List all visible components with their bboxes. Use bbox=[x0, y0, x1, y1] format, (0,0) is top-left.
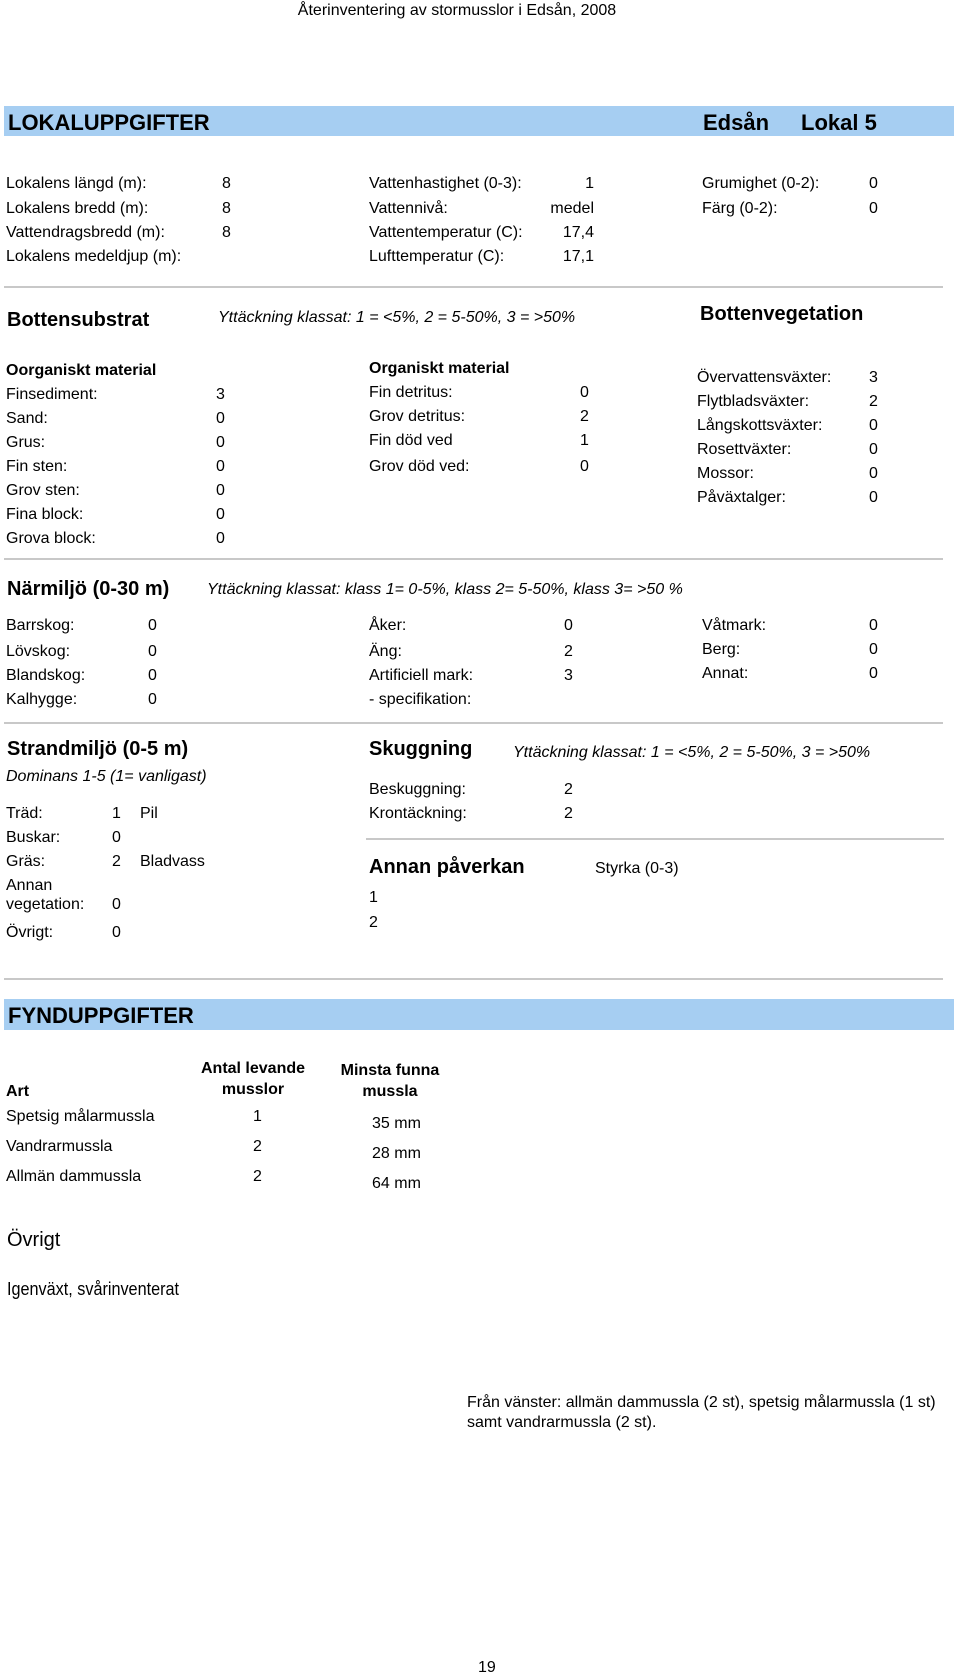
strandmiljo-heading: Strandmiljö (0-5 m) bbox=[7, 738, 189, 760]
vegetation-value-3: 0 bbox=[869, 441, 878, 458]
lokal-col3-value-1: 0 bbox=[869, 200, 878, 217]
fynd-row-art-1: Vandrarmussla bbox=[6, 1138, 113, 1155]
narmiljo-note: Yttäckning klassat: klass 1= 0-5%, klass 2= 5-50%, klass 3= >50 % bbox=[207, 581, 683, 598]
fynd-col-antal-1: Antal levande bbox=[200, 1060, 306, 1077]
lokal-col2-label-3: Lufttemperatur (C): bbox=[369, 248, 505, 265]
skuggning-value-1: 2 bbox=[564, 805, 573, 822]
vegetation-value-5: 0 bbox=[869, 489, 878, 506]
strandmiljo-value-1: 0 bbox=[112, 829, 121, 846]
strandmiljo-label-2: Gräs: bbox=[6, 853, 46, 870]
ovrigt-text: Igenväxt, svårinventerat bbox=[7, 1279, 179, 1299]
skuggning-label-1: Krontäckning: bbox=[369, 805, 467, 822]
narmiljo-col1-label-2: Blandskog: bbox=[6, 667, 86, 684]
lokal-col1-value-0: 8 bbox=[222, 175, 231, 192]
oorganiskt-label-1: Sand: bbox=[6, 410, 48, 427]
lokal-col1-label-1: Lokalens bredd (m): bbox=[6, 200, 149, 217]
divider bbox=[4, 558, 943, 560]
lokal-col1-value-1: 8 bbox=[222, 200, 231, 217]
lokal-col1-value-2: 8 bbox=[222, 224, 231, 241]
narmiljo-col2-label-1: Äng: bbox=[369, 643, 402, 660]
fynd-col-minsta-1: Minsta funna bbox=[340, 1062, 440, 1079]
narmiljo-col1-value-2: 0 bbox=[148, 667, 157, 684]
fynd-row-antal-1: 2 bbox=[253, 1138, 262, 1155]
strandmiljo-label-0: Träd: bbox=[6, 805, 43, 822]
narmiljo-col3-label-1: Berg: bbox=[702, 641, 741, 658]
oorganiskt-value-0: 3 bbox=[216, 386, 225, 403]
fynd-heading: FYNDUPPGIFTER bbox=[8, 1003, 194, 1028]
lokal-col1-label-0: Lokalens längd (m): bbox=[6, 175, 147, 192]
lokal-col2-value-0: 1 bbox=[585, 175, 594, 192]
narmiljo-col1-value-1: 0 bbox=[148, 643, 157, 660]
organiskt-value-1: 2 bbox=[580, 408, 589, 425]
vegetation-value-0: 3 bbox=[869, 369, 878, 386]
fynd-row-antal-2: 2 bbox=[253, 1168, 262, 1185]
narmiljo-col2-value-2: 3 bbox=[564, 667, 573, 684]
vegetation-value-2: 0 bbox=[869, 417, 878, 434]
divider bbox=[4, 286, 943, 288]
organiskt-value-0: 0 bbox=[580, 384, 589, 401]
strandmiljo-label-1: Buskar: bbox=[6, 829, 61, 846]
fynd-row-minsta-0: 35 mm bbox=[372, 1115, 421, 1132]
fynd-row-minsta-1: 28 mm bbox=[372, 1145, 421, 1162]
annan-paverkan-item-0: 1 bbox=[369, 889, 378, 906]
oorganiskt-label-4: Grov sten: bbox=[6, 482, 80, 499]
strandmiljo-value-2: 2 bbox=[112, 853, 121, 870]
narmiljo-col2-value-1: 2 bbox=[564, 643, 573, 660]
narmiljo-col1-label-1: Lövskog: bbox=[6, 643, 71, 660]
narmiljo-col2-value-0: 0 bbox=[564, 617, 573, 634]
divider bbox=[4, 722, 943, 724]
lokal-col1-label-3: Lokalens medeldjup (m): bbox=[6, 248, 182, 265]
lokal-heading: LOKALUPPGIFTER bbox=[8, 110, 210, 135]
skuggning-value-0: 2 bbox=[564, 781, 573, 798]
lokal-col2-label-1: Vattennivå: bbox=[369, 200, 448, 217]
fynd-col-minsta-2: mussla bbox=[362, 1083, 418, 1100]
narmiljo-col2-label-3: - specifikation: bbox=[369, 691, 472, 708]
skuggning-note: Yttäckning klassat: 1 = <5%, 2 = 5-50%, 3 = >50% bbox=[513, 744, 871, 761]
narmiljo-col1-label-0: Barrskog: bbox=[6, 617, 75, 634]
fynd-row-art-2: Allmän dammussla bbox=[6, 1168, 142, 1185]
organiskt-label-0: Fin detritus: bbox=[369, 384, 453, 401]
lokal-col2-label-0: Vattenhastighet (0-3): bbox=[369, 175, 522, 192]
narmiljo-col2-label-0: Åker: bbox=[369, 617, 407, 634]
fynd-row-art-0: Spetsig målarmussla bbox=[6, 1108, 155, 1125]
narmiljo-heading: Närmiljö (0-30 m) bbox=[7, 578, 170, 600]
vegetation-value-1: 2 bbox=[869, 393, 878, 410]
lokal-col3-value-0: 0 bbox=[869, 175, 878, 192]
annan-paverkan-item-1: 2 bbox=[369, 914, 378, 931]
fynd-col-art: Art bbox=[6, 1083, 30, 1100]
narmiljo-col1-value-3: 0 bbox=[148, 691, 157, 708]
fynd-row-minsta-2: 64 mm bbox=[372, 1175, 421, 1192]
divider bbox=[4, 978, 943, 980]
skuggning-label-0: Beskuggning: bbox=[369, 781, 466, 798]
strandmiljo-annan-value: 0 bbox=[112, 896, 121, 913]
strandmiljo-annan-label-2: vegetation: bbox=[6, 896, 85, 913]
organiskt-value-2: 1 bbox=[580, 432, 589, 449]
fynd-row-antal-0: 1 bbox=[253, 1108, 262, 1125]
oorganiskt-value-1: 0 bbox=[216, 410, 225, 427]
vegetation-label-1: Flytbladsväxter: bbox=[697, 393, 810, 410]
strandmiljo-extra-2: Bladvass bbox=[140, 853, 205, 870]
bottensubstrat-note: Yttäckning klassat: 1 = <5%, 2 = 5-50%, 3 = >50% bbox=[218, 309, 576, 326]
narmiljo-col3-label-2: Annat: bbox=[702, 665, 749, 682]
skuggning-heading: Skuggning bbox=[369, 738, 473, 760]
strandmiljo-note: Dominans 1-5 (1= vanligast) bbox=[6, 768, 207, 785]
lokal-river: Edsån bbox=[703, 110, 770, 135]
strandmiljo-extra-0: Pil bbox=[140, 805, 158, 822]
oorganiskt-label-2: Grus: bbox=[6, 434, 46, 451]
lokal-col2-value-3: 17,1 bbox=[562, 248, 594, 265]
vegetation-label-4: Mossor: bbox=[697, 465, 754, 482]
oorganiskt-value-2: 0 bbox=[216, 434, 225, 451]
strandmiljo-ovrigt-value: 0 bbox=[112, 924, 121, 941]
vegetation-label-5: Påväxtalger: bbox=[697, 489, 786, 506]
oorganiskt-label-6: Grova block: bbox=[6, 530, 96, 547]
organiskt-label-1: Grov detritus: bbox=[369, 408, 466, 425]
oorganiskt-value-6: 0 bbox=[216, 530, 225, 547]
oorganiskt-label-0: Finsediment: bbox=[6, 386, 98, 403]
oorganiskt-value-5: 0 bbox=[216, 506, 225, 523]
narmiljo-col3-value-2: 0 bbox=[869, 665, 878, 682]
lokal-col2-label-2: Vattentemperatur (C): bbox=[369, 224, 523, 241]
narmiljo-col1-value-0: 0 bbox=[148, 617, 157, 634]
page-number: 19 bbox=[478, 1659, 496, 1676]
strandmiljo-annan-label-1: Annan bbox=[6, 877, 53, 894]
organiskt-label-3: Grov död ved: bbox=[369, 458, 470, 475]
narmiljo-col3-value-1: 0 bbox=[869, 641, 878, 658]
oorganiskt-heading: Oorganiskt material bbox=[6, 362, 157, 379]
divider bbox=[366, 838, 944, 840]
oorganiskt-label-3: Fin sten: bbox=[6, 458, 68, 475]
strandmiljo-value-0: 1 bbox=[112, 805, 121, 822]
annan-paverkan-heading: Annan påverkan bbox=[369, 856, 525, 878]
narmiljo-col3-value-0: 0 bbox=[869, 617, 878, 634]
narmiljo-col1-label-3: Kalhygge: bbox=[6, 691, 78, 708]
oorganiskt-value-3: 0 bbox=[216, 458, 225, 475]
lokal-col3-label-1: Färg (0-2): bbox=[702, 200, 778, 217]
vegetation-label-0: Övervattensväxter: bbox=[697, 369, 832, 386]
lokal-col2-value-2: 17,4 bbox=[562, 224, 594, 241]
annan-paverkan-note: Styrka (0-3) bbox=[595, 860, 679, 877]
bottenvegetation-heading: Bottenvegetation bbox=[700, 303, 864, 325]
strandmiljo-ovrigt-label: Övrigt: bbox=[6, 924, 54, 941]
vegetation-value-4: 0 bbox=[869, 465, 878, 482]
lokal-col1-label-2: Vattendragsbredd (m): bbox=[6, 224, 165, 241]
vegetation-label-3: Rosettväxter: bbox=[697, 441, 792, 458]
page-header-title: Återinventering av stormusslor i Edsån, 2008 bbox=[297, 2, 617, 19]
oorganiskt-value-4: 0 bbox=[216, 482, 225, 499]
lokal-col3-label-0: Grumighet (0-2): bbox=[702, 175, 820, 192]
narmiljo-col2-label-2: Artificiell mark: bbox=[369, 667, 474, 684]
photo-caption: Från vänster: allmän dammussla (2 st), spetsig målarmussla (1 st) samt vandrarmussla (2 st). bbox=[467, 1394, 936, 1431]
oorganiskt-label-5: Fina block: bbox=[6, 506, 84, 523]
organiskt-heading: Organiskt material bbox=[369, 360, 510, 377]
narmiljo-col3-label-0: Våtmark: bbox=[702, 617, 767, 634]
bottensubstrat-heading: Bottensubstrat bbox=[7, 309, 150, 331]
vegetation-label-2: Långskottsväxter: bbox=[697, 417, 823, 434]
organiskt-value-3: 0 bbox=[580, 458, 589, 475]
lokal-col2-value-1: medel bbox=[550, 200, 594, 217]
organiskt-label-2: Fin död ved bbox=[369, 432, 453, 449]
ovrigt-heading: Övrigt bbox=[7, 1229, 61, 1251]
fynd-col-antal-2: musslor bbox=[221, 1081, 285, 1098]
lokal-site: Lokal 5 bbox=[801, 110, 877, 135]
